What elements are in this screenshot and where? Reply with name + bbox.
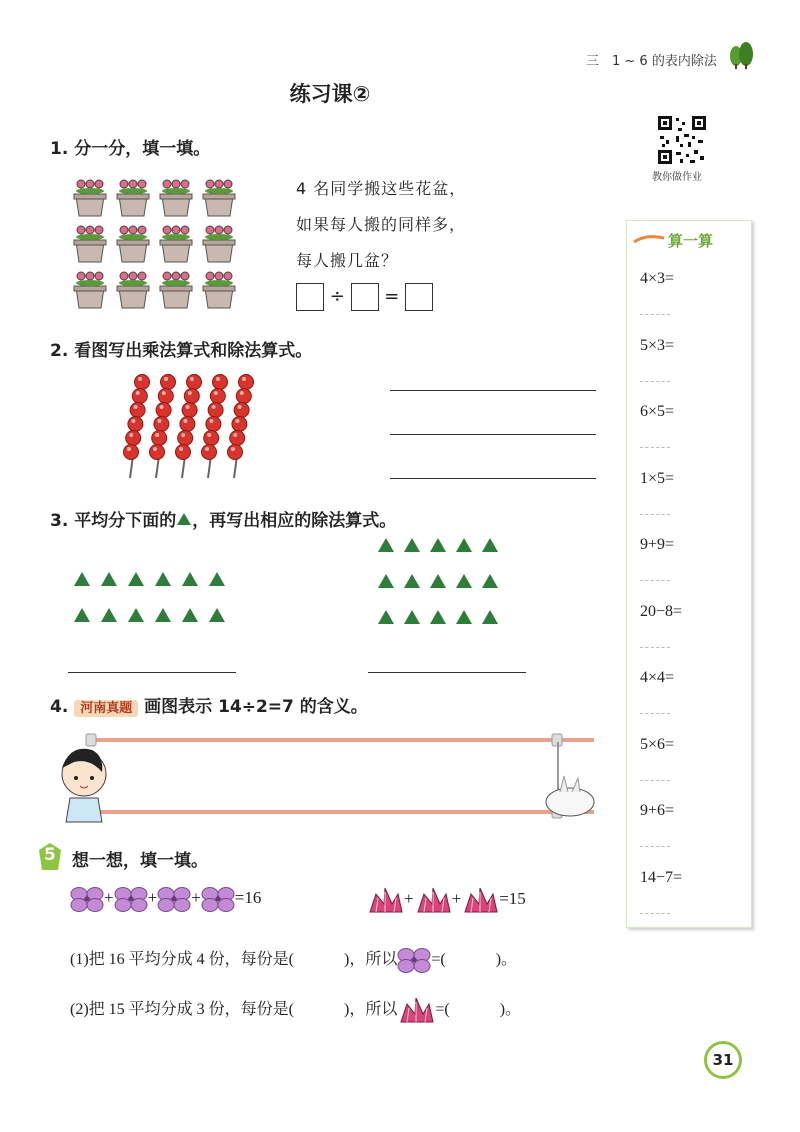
sidebar-panel — [626, 220, 752, 928]
flower-pot-icon — [203, 226, 235, 262]
q2-answer-line-2[interactable] — [390, 434, 596, 435]
q5-heading: 想一想，填一填。 — [72, 851, 208, 871]
qr-code-icon[interactable] — [656, 114, 708, 166]
flower-pot-icon — [160, 272, 192, 308]
triangle-icon — [482, 574, 498, 588]
q5-line-1-part-b: )，所以 — [344, 951, 398, 968]
triangle-icon — [74, 608, 90, 622]
candied-haw-stick — [202, 374, 228, 478]
triangles-group-left — [74, 570, 244, 640]
q4-number: 4. — [50, 697, 69, 717]
flower-pots-image — [70, 174, 240, 314]
calc-item[interactable]: 4×3= — [640, 270, 675, 287]
calc-item[interactable]: 5×6= — [640, 735, 675, 753]
q5-line-1-part-a: (1)把 16 平均分成 4 份，每份是( — [70, 951, 294, 968]
calc-item[interactable]: 9+6= — [640, 802, 675, 819]
q4-text: 画图表示 14÷2=7 的含义。 — [144, 697, 368, 717]
q5-line-2-part-c: =( — [435, 1001, 450, 1018]
triangles-group-right — [378, 536, 508, 642]
triangle-icon — [404, 610, 420, 624]
leaf-flower-icon — [366, 889, 404, 908]
flower-pot-icon — [74, 272, 106, 308]
flower-pot-icon — [203, 180, 235, 216]
q5-line-1 — [70, 946, 517, 973]
flower-pot-icon — [74, 226, 106, 262]
triangle-icon — [155, 608, 171, 622]
triangle-icon — [404, 574, 420, 588]
plus-sign: + — [451, 888, 462, 908]
calc-answer-dash — [640, 846, 670, 847]
butterfly-flower-icon — [201, 888, 235, 907]
flower-pot-icon — [160, 180, 192, 216]
triangle-icon — [378, 538, 394, 552]
q1-heading: 1. 分一分，填一填。 — [50, 139, 211, 159]
triangle-icon — [209, 572, 225, 586]
q5-equation-1 — [70, 886, 261, 912]
triangle-icon — [74, 572, 90, 586]
triangle-icon — [128, 572, 144, 586]
triangle-icon — [209, 608, 225, 622]
calc-answer-dash — [640, 780, 670, 781]
exam-tag: 河南真题 — [74, 700, 138, 717]
q5-line-2 — [70, 996, 521, 1024]
calc-item[interactable]: 5×3= — [640, 336, 675, 354]
answer-box-1[interactable] — [296, 283, 324, 311]
candied-haw-stick — [124, 374, 150, 478]
triangle-icon — [482, 538, 498, 552]
flower-pot-icon — [160, 226, 192, 262]
candied-haw-stick — [150, 374, 176, 478]
plus-sign: + — [191, 887, 201, 907]
answer-box-3[interactable] — [405, 283, 433, 311]
swoosh-icon — [632, 232, 666, 246]
butterfly-flower-icon — [157, 888, 191, 907]
triangle-icon — [430, 574, 446, 588]
flower-pot-icon — [117, 226, 149, 262]
triangle-icon — [456, 610, 472, 624]
triangle-icon — [456, 538, 472, 552]
q5-number: 5 — [44, 845, 56, 865]
triangle-icon — [430, 610, 446, 624]
q5-line-2-part-d: )。 — [499, 1001, 522, 1018]
triangle-icon — [101, 608, 117, 622]
q5-line-1-part-d: )。 — [495, 951, 518, 968]
leaf-flower-icon — [397, 1001, 435, 1018]
plus-sign: + — [404, 888, 414, 908]
candied-haw-stick — [176, 374, 202, 478]
qr-label: 教你做作业 — [652, 172, 702, 183]
triangle-icon — [128, 608, 144, 622]
equals-15: =15 — [499, 888, 526, 908]
calc-item[interactable]: 14−7= — [640, 868, 683, 886]
calc-answer-dash — [640, 447, 670, 448]
page-title: 练习课② — [289, 82, 371, 106]
q5-equation-2 — [366, 886, 526, 914]
calc-answer-dash — [640, 514, 670, 515]
tree-icon — [726, 40, 756, 70]
calc-item[interactable]: 1×5= — [640, 469, 675, 487]
q2-heading: 2. 看图写出乘法算式和除法算式。 — [50, 341, 313, 361]
sidebar-title: 算一算 — [668, 232, 714, 250]
equals-16: =16 — [234, 887, 262, 907]
triangle-icon — [378, 574, 394, 588]
q3-heading — [50, 506, 396, 531]
candied-haws-image — [120, 372, 280, 482]
calc-answer-dash — [640, 580, 670, 581]
leaf-flower-icon — [414, 889, 452, 908]
q3-heading-part-a: 3. 平均分下面的 — [50, 511, 177, 531]
flower-pot-icon — [117, 180, 149, 216]
calc-item[interactable]: 20−8= — [640, 602, 683, 620]
q2-answer-line-3[interactable] — [390, 478, 596, 479]
flower-pot-icon — [117, 272, 149, 308]
triangle-icon — [404, 538, 420, 552]
butterfly-flower-icon — [70, 888, 104, 907]
candied-haw-stick — [228, 374, 254, 478]
q1-line-1: 4 名同学搬这些花盆， — [296, 179, 467, 198]
calc-item[interactable]: 6×5= — [640, 403, 675, 420]
triangle-icon — [456, 574, 472, 588]
triangle-icon — [182, 608, 198, 622]
calc-answer-dash — [640, 647, 670, 648]
flower-pot-icon — [203, 272, 235, 308]
flower-pot-icon — [74, 180, 106, 216]
triangle-icon — [101, 572, 117, 586]
q5-line-1-part-c: =( — [431, 951, 446, 968]
scroll-drawing-area[interactable] — [44, 726, 604, 826]
page-number: 31 — [704, 1041, 742, 1079]
equals-sign: = — [384, 286, 400, 307]
q5-line-2-part-a: (2)把 15 平均分成 3 份，每份是( — [70, 1001, 294, 1018]
q1-answer-row — [296, 283, 433, 311]
q3-answer-line-right[interactable] — [368, 672, 526, 673]
plus-sign: + — [104, 887, 114, 907]
calc-answer-dash — [640, 913, 670, 914]
butterfly-flower-icon — [114, 888, 148, 907]
calc-answer-dash — [640, 381, 670, 382]
calc-item[interactable]: 4×4= — [640, 669, 675, 686]
divide-sign: ÷ — [329, 286, 345, 307]
leaf-flower-icon — [461, 889, 499, 908]
triangle-icon — [430, 538, 446, 552]
butterfly-flower-icon — [397, 951, 431, 968]
q3-heading-part-b: ，再写出相应的除法算式。 — [192, 511, 397, 531]
calc-answer-dash — [640, 713, 670, 714]
calc-item[interactable]: 9+9= — [640, 536, 675, 553]
triangle-icon — [482, 610, 498, 624]
calc-answer-dash — [640, 314, 670, 315]
q4-heading — [50, 692, 368, 717]
q2-answer-line-1[interactable] — [390, 390, 596, 391]
q3-answer-line-left[interactable] — [68, 672, 236, 673]
triangle-icon — [378, 610, 394, 624]
triangle-icon — [176, 512, 192, 526]
answer-box-2[interactable] — [351, 283, 379, 311]
chapter-header: 三 1 ~ 6 的表内除法 — [586, 54, 717, 69]
q5-line-2-part-b: )，所以 — [344, 1001, 398, 1018]
plus-sign: + — [147, 887, 158, 907]
triangle-icon — [155, 572, 171, 586]
q1-line-3: 每人搬几盆？ — [296, 251, 399, 270]
triangle-icon — [182, 572, 198, 586]
q1-line-2: 如果每人搬的同样多， — [296, 215, 467, 234]
